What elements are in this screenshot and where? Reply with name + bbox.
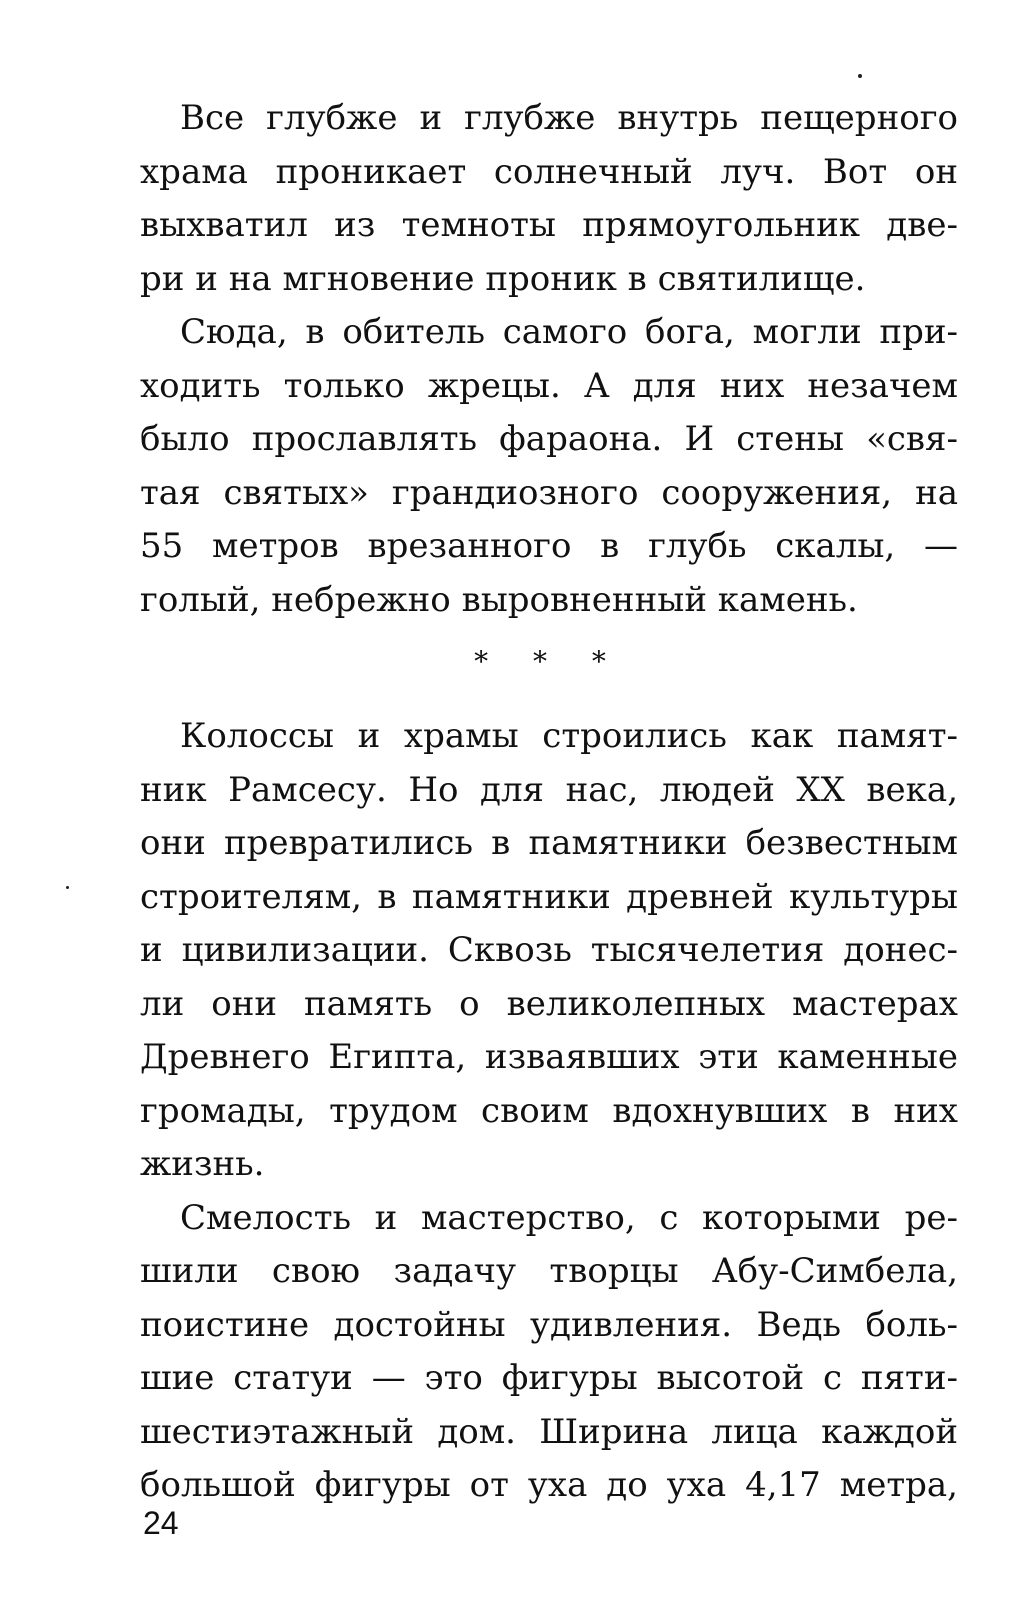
paragraph (140, 306, 958, 627)
text-line: Сюда, в обитель самого бога, могли при- (180, 312, 958, 352)
text-line: строителям, в памятники древней культуры (140, 876, 958, 917)
text-line: Древнего Египта, изваявших эти каменные (140, 1037, 958, 1077)
text-line: выхватил из темноты прямоугольник две- (140, 205, 958, 245)
text-line: громады, трудом своим вдохнувших в них (140, 1090, 958, 1131)
text-line: храма проникает солнечный луч. Вот он (140, 151, 958, 192)
text-line: шие статуи — это фигуры высотой с пяти- (140, 1358, 958, 1398)
text-line: шестиэтажный дом. Ширина лица каждой (140, 1411, 958, 1452)
ink-speck (858, 74, 862, 78)
paragraph (140, 1192, 958, 1513)
text-line: ли они память о великолепных мастерах (140, 983, 958, 1024)
page-number: 24 (143, 1505, 179, 1541)
text-line: 55 метров врезанного в глубь скалы, — (140, 526, 958, 566)
text-line: Смелость и мастерство, с которыми ре- (180, 1197, 958, 1238)
text-line: тая святых» грандиозного сооружения, на (140, 472, 958, 513)
text-block-top (140, 92, 958, 627)
text-line: голый, небрежно выровненный камень. (140, 579, 858, 620)
text-line: жизнь. (140, 1144, 265, 1184)
text-line: они превратились в памятники безвестным (140, 823, 958, 863)
text-line: и цивилизации. Сквозь тысячелетия донес- (140, 930, 958, 970)
section-divider: * * * (474, 645, 624, 678)
text-line: поистине достойны удивления. Ведь боль- (140, 1304, 958, 1345)
text-line: ник Рамсесу. Но для нас, людей XX века, (140, 769, 958, 810)
text-line: ри и на мгновение проник в святилище. (140, 258, 866, 299)
text-block-bottom (140, 710, 958, 1513)
text-line: ходить только жрецы. А для них незачем (140, 365, 958, 406)
text-line: Все глубже и глубже внутрь пещерного (180, 98, 958, 138)
text-line: шили свою задачу творцы Абу-Симбела, (140, 1251, 958, 1291)
text-line: Колоссы и храмы строились как памят- (180, 716, 958, 756)
paragraph (140, 710, 958, 1192)
paragraph (140, 92, 958, 306)
text-line: большой фигуры от уха до уха 4,17 метра, (140, 1465, 958, 1505)
text-line: было прославлять фараона. И стены «свя- (140, 419, 958, 459)
ink-speck (66, 886, 69, 889)
